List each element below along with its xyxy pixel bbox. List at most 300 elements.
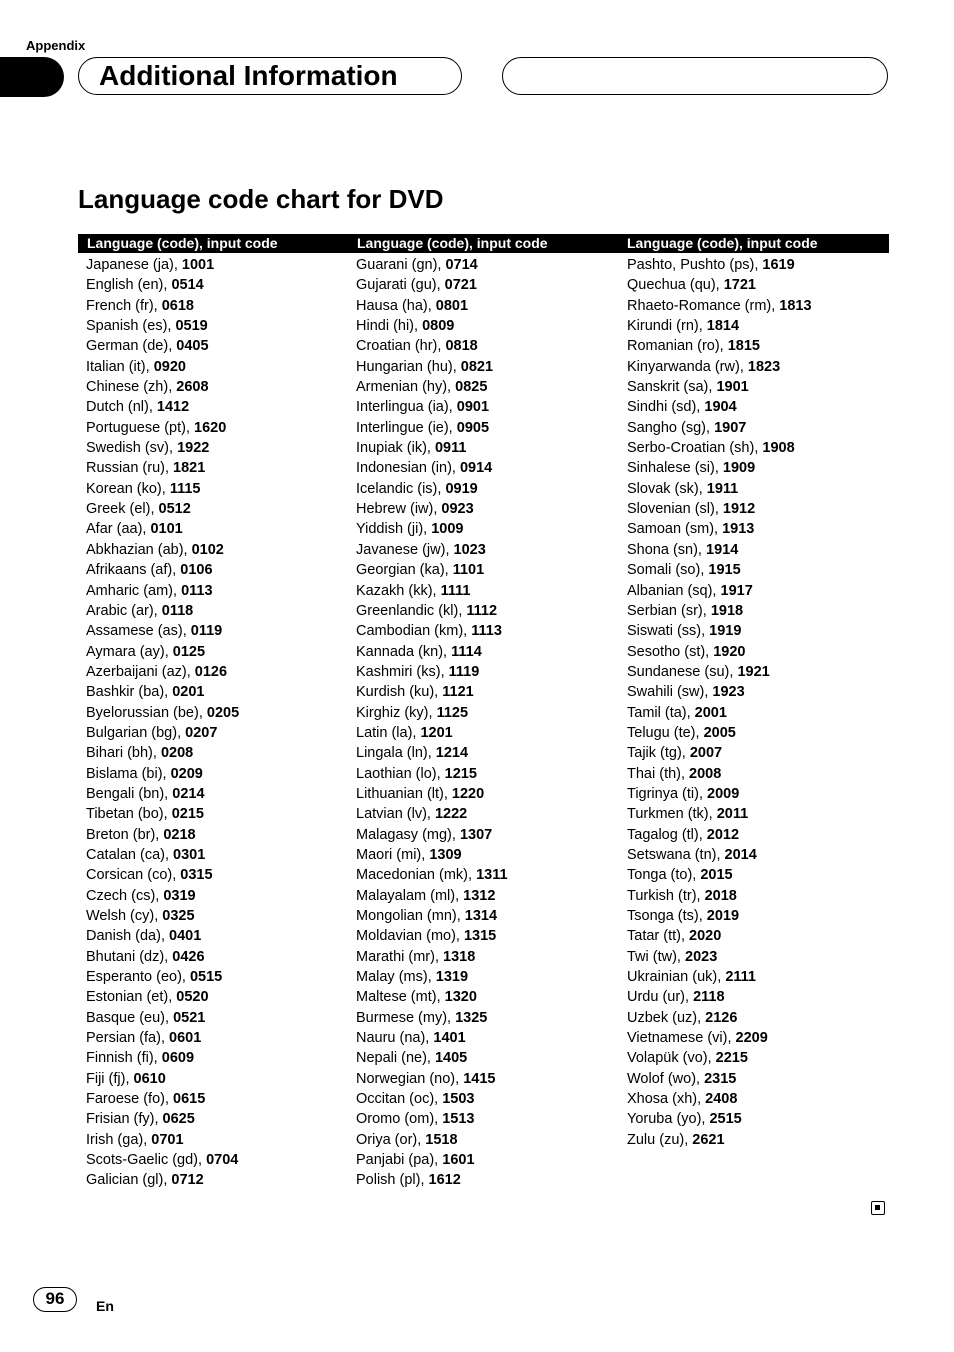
input-code: 1919 bbox=[709, 623, 742, 640]
language-row bbox=[356, 581, 508, 601]
language-name: Panjabi (pa), bbox=[356, 1152, 443, 1169]
language-name: Esperanto (eo), bbox=[86, 969, 190, 986]
language-row bbox=[356, 926, 508, 946]
language-name: Hebrew (iw), bbox=[356, 501, 442, 518]
input-code: 1813 bbox=[779, 297, 812, 314]
language-name: Tagalog (tl), bbox=[627, 826, 707, 843]
language-name: Italian (it), bbox=[86, 358, 154, 375]
language-name: Spanish (es), bbox=[86, 318, 176, 335]
language-row bbox=[356, 703, 508, 723]
input-code: 0319 bbox=[163, 887, 196, 904]
language-row bbox=[356, 357, 508, 377]
input-code: 1309 bbox=[429, 846, 462, 863]
language-row bbox=[356, 377, 508, 397]
language-name: Laothian (lo), bbox=[356, 765, 445, 782]
language-name: Yoruba (yo), bbox=[627, 1111, 710, 1128]
language-row bbox=[86, 1130, 239, 1150]
language-row bbox=[86, 499, 239, 519]
language-row bbox=[86, 1089, 239, 1109]
section-title: Additional Information bbox=[99, 60, 398, 91]
language-row bbox=[627, 1089, 812, 1109]
language-row bbox=[627, 357, 812, 377]
input-code: 0205 bbox=[206, 704, 240, 721]
language-name: Samoan (sm), bbox=[627, 521, 723, 538]
language-name: Kazakh (kk), bbox=[356, 582, 441, 599]
input-code: 2014 bbox=[724, 846, 757, 863]
language-row bbox=[627, 377, 812, 397]
input-code: 0218 bbox=[163, 826, 196, 843]
language-name: Marathi (mr), bbox=[356, 948, 443, 965]
language-name: Indonesian (in), bbox=[356, 460, 460, 477]
language-name: Arabic (ar), bbox=[86, 602, 162, 619]
language-row bbox=[627, 296, 812, 316]
input-code: 1721 bbox=[723, 277, 756, 294]
language-name: Irish (ga), bbox=[86, 1131, 152, 1148]
input-code: 1915 bbox=[708, 562, 741, 579]
language-name: Portuguese (pt), bbox=[86, 419, 194, 436]
input-code: 0515 bbox=[189, 969, 223, 986]
language-name: Setswana (tn), bbox=[627, 846, 725, 863]
language-row bbox=[627, 621, 812, 641]
input-code: 0609 bbox=[161, 1050, 195, 1067]
language-name: German (de), bbox=[86, 338, 177, 355]
language-row bbox=[356, 662, 508, 682]
language-row bbox=[86, 397, 239, 417]
language-row bbox=[86, 560, 239, 580]
input-code: 0601 bbox=[169, 1030, 202, 1047]
input-code: 1914 bbox=[706, 541, 739, 558]
language-row bbox=[356, 540, 508, 560]
input-code: 1909 bbox=[722, 460, 756, 477]
language-name: Wolof (wo), bbox=[627, 1070, 705, 1087]
language-name: Oriya (or), bbox=[356, 1131, 426, 1148]
language-name: Tibetan (bo), bbox=[86, 806, 172, 823]
language-name: Albanian (sq), bbox=[627, 582, 721, 599]
language-row bbox=[86, 581, 239, 601]
language-name: Bulgarian (bg), bbox=[86, 724, 186, 741]
input-code: 0801 bbox=[435, 297, 469, 314]
input-code: 1119 bbox=[448, 663, 480, 680]
language-row bbox=[86, 886, 239, 906]
input-code: 1125 bbox=[436, 704, 469, 721]
language-tag: En bbox=[96, 1298, 114, 1314]
language-name: Bashkir (ba), bbox=[86, 684, 173, 701]
input-code: 0512 bbox=[158, 501, 191, 518]
language-row bbox=[86, 743, 239, 763]
language-row bbox=[86, 947, 239, 967]
language-row bbox=[627, 784, 812, 804]
language-name: Tajik (tg), bbox=[627, 745, 690, 762]
language-row bbox=[86, 723, 239, 743]
language-row bbox=[356, 764, 508, 784]
input-code: 0919 bbox=[445, 480, 478, 497]
language-name: Chinese (zh), bbox=[86, 379, 177, 396]
language-row bbox=[86, 621, 239, 641]
language-row bbox=[86, 967, 239, 987]
language-row bbox=[86, 1150, 239, 1170]
language-name: Nauru (na), bbox=[356, 1030, 434, 1047]
language-name: Armenian (hy), bbox=[356, 379, 456, 396]
input-code: 1111 bbox=[440, 582, 471, 599]
language-name: Sundanese (su), bbox=[627, 663, 738, 680]
language-row bbox=[86, 601, 239, 621]
input-code: 0701 bbox=[151, 1131, 184, 1148]
language-name: Gujarati (gu), bbox=[356, 277, 445, 294]
input-code: 2608 bbox=[176, 379, 209, 396]
language-name: Moldavian (mo), bbox=[356, 928, 464, 945]
language-name: Bengali (bn), bbox=[86, 785, 173, 802]
input-code: 2015 bbox=[700, 867, 733, 884]
input-code: 2020 bbox=[689, 928, 722, 945]
language-row bbox=[356, 845, 508, 865]
input-code: 0520 bbox=[176, 989, 209, 1006]
language-row bbox=[86, 1048, 239, 1068]
language-row bbox=[356, 458, 508, 478]
language-name: Faroese (fo), bbox=[86, 1091, 174, 1108]
end-of-section-icon bbox=[871, 1201, 885, 1215]
language-row bbox=[356, 397, 508, 417]
input-code: 1312 bbox=[463, 887, 496, 904]
language-row bbox=[627, 886, 812, 906]
input-code: 1619 bbox=[762, 257, 795, 273]
language-row bbox=[627, 397, 812, 417]
language-row bbox=[86, 316, 239, 336]
language-row bbox=[356, 275, 508, 295]
input-code: 0209 bbox=[170, 765, 203, 782]
language-name: Azerbaijani (az), bbox=[86, 663, 195, 680]
input-code: 1920 bbox=[713, 643, 746, 660]
language-name: Javanese (jw), bbox=[356, 541, 454, 558]
input-code: 2215 bbox=[715, 1050, 748, 1067]
input-code: 1405 bbox=[434, 1050, 468, 1067]
language-name: Guarani (gn), bbox=[356, 257, 446, 273]
language-name: Tatar (tt), bbox=[627, 928, 690, 945]
language-row bbox=[627, 764, 812, 784]
input-code: 0118 bbox=[161, 602, 194, 619]
input-code: 1101 bbox=[452, 562, 485, 579]
input-code: 2001 bbox=[694, 704, 727, 721]
language-name: Siswati (ss), bbox=[627, 623, 710, 640]
input-code: 1215 bbox=[444, 765, 477, 782]
language-row bbox=[86, 458, 239, 478]
language-row bbox=[356, 906, 508, 926]
language-name: Malagasy (mg), bbox=[356, 826, 460, 843]
section-tab-marker bbox=[0, 57, 64, 97]
language-name: Lingala (ln), bbox=[356, 745, 436, 762]
input-code: 1823 bbox=[747, 358, 781, 375]
language-row bbox=[86, 865, 239, 885]
language-name: Burmese (my), bbox=[356, 1009, 456, 1026]
language-row bbox=[86, 336, 239, 356]
language-row bbox=[356, 601, 508, 621]
language-row bbox=[356, 1109, 508, 1129]
language-name: Tigrinya (ti), bbox=[627, 785, 708, 802]
language-name: Thai (th), bbox=[627, 765, 690, 782]
input-code: 2008 bbox=[689, 765, 722, 782]
language-row bbox=[86, 703, 239, 723]
language-row bbox=[86, 418, 239, 438]
input-code: 0113 bbox=[181, 582, 213, 599]
language-name: Scots-Gaelic (gd), bbox=[86, 1152, 207, 1169]
input-code: 0704 bbox=[206, 1152, 239, 1169]
language-name: Quechua (qu), bbox=[627, 277, 724, 294]
input-code: 0625 bbox=[162, 1111, 195, 1128]
language-row bbox=[86, 1069, 239, 1089]
language-row bbox=[86, 519, 239, 539]
input-code: 1222 bbox=[434, 806, 468, 823]
language-name: Bislama (bi), bbox=[86, 765, 171, 782]
input-code: 1601 bbox=[442, 1152, 475, 1169]
language-row bbox=[86, 1008, 239, 1028]
input-code: 0401 bbox=[169, 928, 202, 945]
language-name: Yiddish (ji), bbox=[356, 521, 432, 538]
input-code: 1911 bbox=[706, 480, 739, 497]
language-row bbox=[86, 357, 239, 377]
language-row bbox=[627, 255, 812, 275]
input-code: 1311 bbox=[476, 867, 508, 884]
language-row bbox=[86, 926, 239, 946]
language-row bbox=[86, 804, 239, 824]
input-code: 0101 bbox=[150, 521, 183, 538]
language-name: Turkish (tr), bbox=[627, 887, 705, 904]
empty-title-pill bbox=[502, 57, 888, 95]
language-name: Dutch (nl), bbox=[86, 399, 157, 416]
language-name: Sesotho (st), bbox=[627, 643, 714, 660]
language-row bbox=[356, 255, 508, 275]
language-row bbox=[356, 316, 508, 336]
language-row bbox=[627, 581, 812, 601]
input-code: 0106 bbox=[180, 562, 213, 579]
language-row bbox=[627, 316, 812, 336]
language-name: Malay (ms), bbox=[356, 969, 436, 986]
language-row bbox=[86, 906, 239, 926]
input-code: 0714 bbox=[445, 257, 478, 273]
language-name: Persian (fa), bbox=[86, 1030, 169, 1047]
language-name: Frisian (fy), bbox=[86, 1111, 163, 1128]
language-row bbox=[356, 804, 508, 824]
language-row bbox=[86, 682, 239, 702]
language-row bbox=[86, 845, 239, 865]
language-name: Welsh (cy), bbox=[86, 908, 163, 924]
language-name: Inupiak (ik), bbox=[356, 440, 435, 457]
input-code: 0914 bbox=[459, 460, 493, 477]
language-name: Latin (la), bbox=[356, 724, 421, 741]
language-name: Breton (br), bbox=[86, 826, 164, 843]
language-row bbox=[356, 418, 508, 438]
language-row bbox=[86, 540, 239, 560]
language-name: Bihari (bh), bbox=[86, 745, 161, 762]
input-code: 1814 bbox=[706, 318, 740, 335]
input-code: 0215 bbox=[171, 806, 204, 823]
input-code: 0315 bbox=[180, 867, 213, 884]
input-code: 0325 bbox=[162, 908, 195, 924]
language-name: Mongolian (mn), bbox=[356, 908, 465, 924]
language-name: Romanian (ro), bbox=[627, 338, 728, 355]
input-code: 1315 bbox=[463, 928, 497, 945]
language-name: Tonga (to), bbox=[627, 867, 701, 884]
language-name: Serbo-Croatian (sh), bbox=[627, 440, 763, 457]
language-name: Afar (aa), bbox=[86, 521, 151, 538]
language-row bbox=[86, 479, 239, 499]
input-code: 1023 bbox=[453, 541, 486, 558]
input-code: 1518 bbox=[425, 1131, 458, 1148]
language-name: Corsican (co), bbox=[86, 867, 181, 884]
language-name: Afrikaans (af), bbox=[86, 562, 181, 579]
language-name: Abkhazian (ab), bbox=[86, 541, 192, 558]
language-row bbox=[627, 519, 812, 539]
language-name: Slovenian (sl), bbox=[627, 501, 723, 518]
input-code: 1908 bbox=[762, 440, 795, 457]
input-code: 0905 bbox=[456, 419, 490, 436]
language-name: Rhaeto-Romance (rm), bbox=[627, 297, 780, 314]
language-row bbox=[86, 1028, 239, 1048]
language-name: Sanskrit (sa), bbox=[627, 379, 717, 396]
language-row bbox=[627, 703, 812, 723]
input-code: 0102 bbox=[191, 541, 224, 558]
input-code: 0126 bbox=[194, 663, 228, 680]
language-name: English (en), bbox=[86, 277, 172, 294]
language-row bbox=[86, 1170, 239, 1190]
input-code: 0519 bbox=[175, 318, 208, 335]
section-label: Appendix bbox=[26, 38, 86, 53]
language-row bbox=[356, 1170, 508, 1190]
input-code: 2012 bbox=[706, 826, 740, 843]
input-code: 0821 bbox=[460, 358, 494, 375]
input-code: 2007 bbox=[689, 745, 723, 762]
language-row bbox=[356, 947, 508, 967]
language-name: Galician (gl), bbox=[86, 1172, 172, 1189]
language-row bbox=[356, 784, 508, 804]
input-code: 1113 bbox=[471, 623, 502, 640]
language-column-1 bbox=[86, 255, 239, 1191]
language-row bbox=[356, 1069, 508, 1089]
input-code: 1912 bbox=[722, 501, 756, 518]
language-name: Lithuanian (lt), bbox=[356, 785, 452, 802]
language-row bbox=[86, 255, 239, 275]
language-row bbox=[86, 377, 239, 397]
input-code: 2111 bbox=[725, 969, 756, 986]
language-name: Nepali (ne), bbox=[356, 1050, 435, 1067]
language-name: Tamil (ta), bbox=[627, 704, 695, 721]
language-name: Maltese (mt), bbox=[356, 989, 445, 1006]
language-name: Croatian (hr), bbox=[356, 338, 446, 355]
input-code: 0809 bbox=[422, 318, 455, 335]
language-row bbox=[356, 479, 508, 499]
language-row bbox=[627, 499, 812, 519]
input-code: 2011 bbox=[716, 806, 749, 823]
input-code: 1917 bbox=[720, 582, 753, 599]
language-row bbox=[86, 1109, 239, 1129]
language-row bbox=[356, 743, 508, 763]
language-name: Swedish (sv), bbox=[86, 440, 178, 457]
language-row bbox=[356, 987, 508, 1007]
input-code: 0214 bbox=[172, 785, 205, 802]
language-row bbox=[627, 967, 812, 987]
language-row bbox=[86, 764, 239, 784]
language-row bbox=[356, 621, 508, 641]
input-code: 0514 bbox=[171, 277, 204, 294]
language-row bbox=[86, 296, 239, 316]
input-code: 1325 bbox=[455, 1009, 488, 1026]
language-name: Finnish (fi), bbox=[86, 1050, 162, 1067]
language-name: Assamese (as), bbox=[86, 623, 191, 640]
language-row bbox=[627, 601, 812, 621]
language-name: Sindhi (sd), bbox=[627, 399, 705, 416]
language-row bbox=[86, 662, 239, 682]
language-row bbox=[356, 1089, 508, 1109]
language-row bbox=[356, 499, 508, 519]
input-code: 1307 bbox=[459, 826, 493, 843]
language-name: Bhutani (dz), bbox=[86, 948, 173, 965]
language-row bbox=[627, 275, 812, 295]
input-code: 1115 bbox=[169, 480, 201, 497]
input-code: 2005 bbox=[703, 724, 736, 741]
input-code: 2009 bbox=[707, 785, 740, 802]
input-code: 1009 bbox=[431, 521, 464, 538]
language-row bbox=[627, 479, 812, 499]
language-name: French (fr), bbox=[86, 297, 162, 314]
language-name: Pashto, Pushto (ps), bbox=[627, 257, 763, 273]
language-name: Hindi (hi), bbox=[356, 318, 423, 335]
input-code: 1121 bbox=[442, 684, 474, 701]
language-row bbox=[356, 1028, 508, 1048]
language-row bbox=[356, 560, 508, 580]
language-name: Vietnamese (vi), bbox=[627, 1030, 736, 1047]
language-row bbox=[356, 886, 508, 906]
language-row bbox=[356, 865, 508, 885]
language-row bbox=[627, 336, 812, 356]
language-row bbox=[356, 642, 508, 662]
language-row bbox=[627, 804, 812, 824]
language-row bbox=[356, 336, 508, 356]
language-name: Kirghiz (ky), bbox=[356, 704, 437, 721]
input-code: 1620 bbox=[194, 419, 227, 436]
language-name: Danish (da), bbox=[86, 928, 170, 945]
input-code: 2315 bbox=[704, 1070, 737, 1087]
language-name: Greek (el), bbox=[86, 501, 159, 518]
input-code: 0521 bbox=[173, 1009, 206, 1026]
language-name: Kirundi (rn), bbox=[627, 318, 707, 335]
input-code: 1503 bbox=[442, 1091, 475, 1108]
language-row bbox=[86, 275, 239, 295]
language-name: Maori (mi), bbox=[356, 846, 430, 863]
input-code: 1612 bbox=[428, 1172, 461, 1189]
input-code: 0301 bbox=[173, 846, 206, 863]
language-row bbox=[627, 642, 812, 662]
input-code: 1201 bbox=[420, 724, 453, 741]
input-code: 2126 bbox=[705, 1009, 738, 1026]
column-header-1: Language (code), input code bbox=[87, 235, 278, 251]
input-code: 1922 bbox=[177, 440, 210, 457]
input-code: 2621 bbox=[692, 1131, 725, 1148]
input-code: 0818 bbox=[445, 338, 478, 355]
language-name: Serbian (sr), bbox=[627, 602, 711, 619]
input-code: 2515 bbox=[709, 1111, 742, 1128]
language-name: Turkmen (tk), bbox=[627, 806, 717, 823]
language-row bbox=[356, 723, 508, 743]
language-name: Norwegian (no), bbox=[356, 1070, 464, 1087]
language-name: Byelorussian (be), bbox=[86, 704, 207, 721]
language-row bbox=[356, 1150, 508, 1170]
language-row bbox=[627, 743, 812, 763]
input-code: 0712 bbox=[171, 1172, 204, 1189]
language-name: Tsonga (ts), bbox=[627, 908, 707, 924]
input-code: 1220 bbox=[451, 785, 485, 802]
input-code: 0125 bbox=[172, 643, 206, 660]
input-code: 0721 bbox=[444, 277, 477, 294]
input-code: 1214 bbox=[435, 745, 469, 762]
input-code: 1913 bbox=[722, 521, 755, 538]
